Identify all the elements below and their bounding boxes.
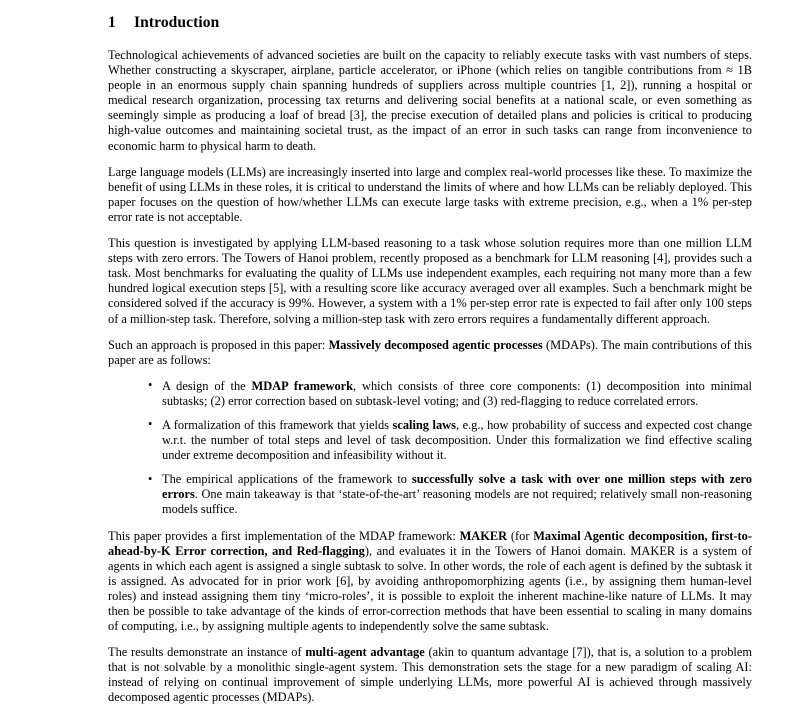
maker-name: MAKER: [459, 528, 508, 543]
list-item: [148, 379, 752, 409]
mdap-intro-term: Massively decomposed agentic processes: [328, 337, 543, 352]
results-pre: The results demonstrate an instance of: [108, 645, 306, 660]
maker-lead: This paper provides a first implementation of the MDAP framework:: [108, 528, 460, 543]
contribution-term: successfully solve a task with over one million steps with zero errors: [162, 472, 752, 502]
contribution-post: , which consists of three core components: (1) decomposition into minimal subtasks; (2) error correction based on subtask-level voting; and (3) red-flagging to reduce correlated errors.: [162, 378, 752, 408]
contribution-post: , e.g., how probability of success and expected cost change w.r.t. the number of total steps and level of task decomposition. Under this formalization we find effective scaling under extreme decomposition and infeasibility without it.: [162, 417, 753, 463]
contribution-pre: The empirical applications of the framework to: [162, 472, 412, 487]
maker-expansion-open: (for: [507, 528, 534, 543]
results-post: (akin to quantum advantage [7]), that is, a solution to a problem that is not solvable by a monolithic single-agent system. This demonstration sets the stage for a new paradigm of scaling AI: instead of relying on continual improvement of simple underlying LLMs, more powerful AI is achieved through massively decomposed agentic processes (MDAPs).: [108, 645, 752, 705]
maker-expansion: Maximal Agentic decomposition, first-to-ahead-by-K Error correction, and Red-flagging: [108, 528, 752, 558]
paragraph-1: Technological achievements of advanced societies are built on the capacity to reliably execute tasks with vast numbers of steps. Whether constructing a skyscraper, airplane, particle accelerator, or iPhone (which relies on tangible contributions from ≈ 1B people in an enormous supply chain spanning hundreds of suppliers across multiple countries [1, 2]), running a hospital or medical research organization, processing tax returns and delivering social benefits at a national scale, or even something as seemingly simple as producing a loaf of bread [3], the precise execution of detailed plans and policies is critical to producing high-value outcomes and maintaining societal trust, as the impact of an error in such tasks can range from inconvenience to economic harm to physical harm to death.: [108, 48, 752, 153]
contributions-list: [108, 379, 752, 518]
paragraph-results: [108, 645, 752, 705]
contribution-post: . One main takeaway is that ‘state-of-the-art’ reasoning models are not required; relatively small non-reasoning models suffice.: [162, 487, 752, 517]
maker-body: ), and evaluates it in the Towers of Hanoi domain. MAKER is a system of agents in which each agent is assigned a single subtask to solve. In other words, the role of each agent is defined by the subtask it is assigned. As advocated for in prior work [6], by avoiding anthropomorphizing agents (i.e., by assigning them human-level roles) and instead assigning them tiny ‘micro-roles’, it is possible to exploit the inherent machine-like nature of LLMs. It may then be possible to take advantage of the kinds of error-correction methods that have been essential to scaling in many domains of computing, i.e., by assigning multiple agents to independently solve the same subtask.: [108, 543, 752, 634]
paragraph-3: This question is investigated by applying LLM-based reasoning to a task whose solution requires more than one million LLM steps with zero errors. The Towers of Hanoi problem, recently proposed as a benchmark for LLM reasoning [4], provides such a task. Most benchmarks for evaluating the quality of LLMs use independent examples, each requiring not many more than a few hundred logical execution steps [5], with a resulting score like accuracy averaged over all examples. Such a benchmark might be considered solved if the accuracy is 99%. However, a system with a 1% per-step error rate is expected to fail after only 100 steps of a million-step task. Therefore, solving a million-step task with zero errors requires a fundamentally different approach.: [108, 236, 752, 326]
mdap-intro-tail: (MDAPs). The main contributions of this paper are as follows:: [108, 337, 752, 367]
contribution-pre: A design of the: [162, 378, 252, 393]
contribution-pre: A formalization of this framework that yields: [162, 417, 393, 432]
results-term: multi-agent advantage: [305, 645, 425, 660]
list-item: [148, 472, 752, 517]
section-heading: [108, 14, 752, 32]
list-item: [148, 418, 752, 463]
mdap-intro-lead: Such an approach is proposed in this paper:: [108, 337, 329, 352]
paragraph-maker: [108, 529, 752, 635]
paragraph-mdap-intro: [108, 338, 752, 368]
paragraph-2: Large language models (LLMs) are increasingly inserted into large and complex real-world processes like these. To maximize the benefit of using LLMs in these roles, it is critical to understand the limits of where and how LLMs can be reliably deployed. This paper focuses on the question of how/whether LLMs can execute large tasks with extreme precision, e.g., when a 1% per-step error rate is not acceptable.: [108, 164, 752, 224]
section-number: 1: [108, 14, 116, 31]
contribution-term: scaling laws: [392, 417, 456, 432]
contribution-term: MDAP framework: [251, 378, 354, 393]
section-title: Introduction: [134, 14, 220, 31]
